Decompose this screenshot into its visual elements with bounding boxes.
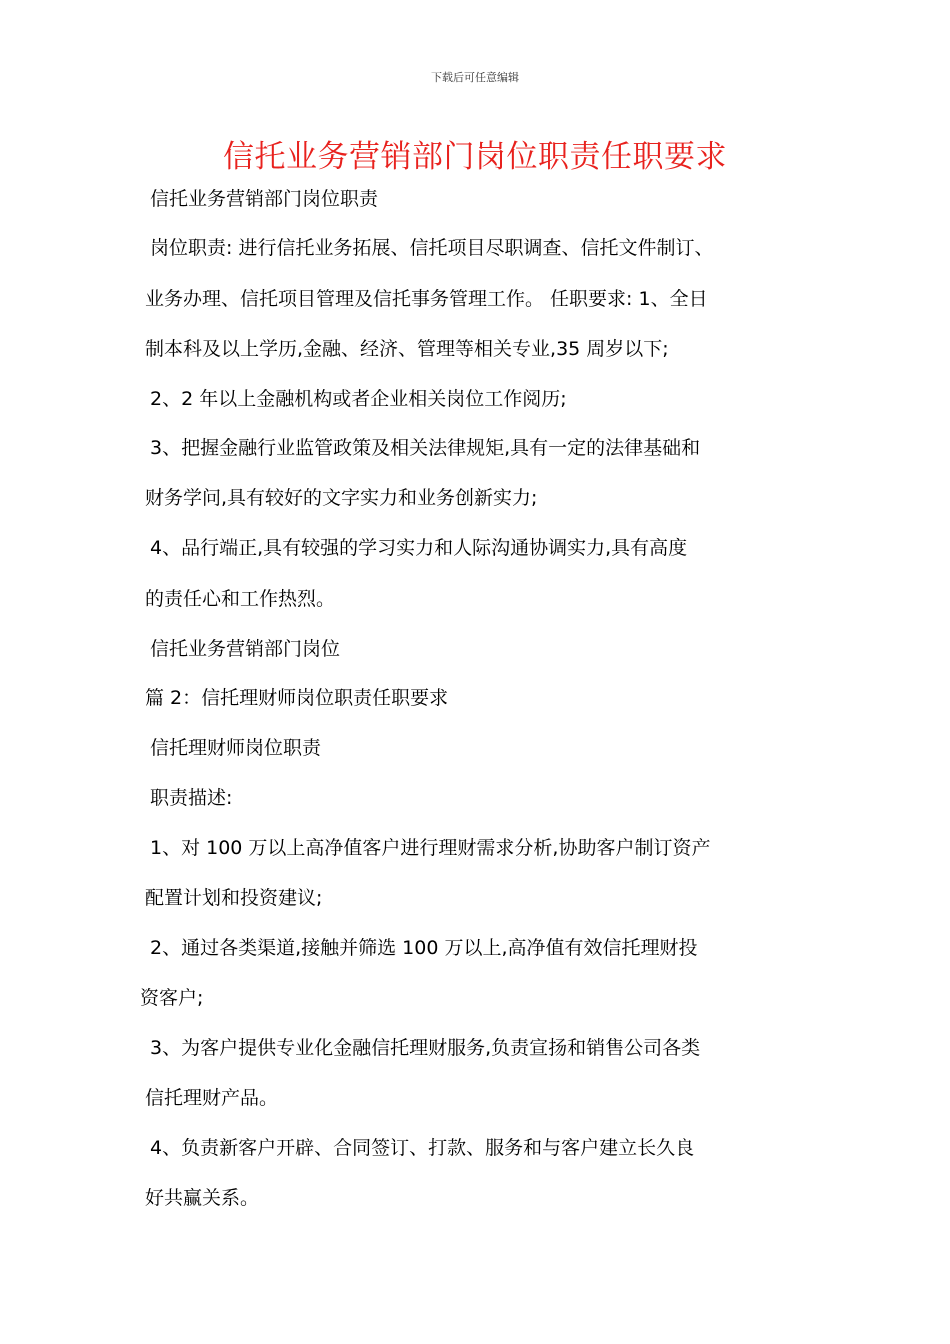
paragraph-line: 资客户;	[140, 987, 204, 1009]
paragraph-line: 2、2 年以上金融机构或者企业相关岗位工作阅历;	[150, 388, 567, 410]
paragraph-line: 信托理财产品。	[145, 1087, 279, 1109]
paragraph-line: 配置计划和投资建议;	[145, 887, 323, 909]
paragraph-line: 职责描述:	[150, 787, 233, 809]
paragraph-line: 财务学问,具有较好的文字实力和业务创新实力;	[145, 487, 538, 509]
section-heading: 信托理财师岗位职责	[150, 737, 322, 759]
paragraph-line: 岗位职责: 进行信托业务拓展、信托项目尽职调查、信托文件制订、	[150, 237, 714, 259]
paragraph-line: 1、对 100 万以上高净值客户进行理财需求分析,协助客户制订资产	[150, 837, 711, 859]
paragraph-line: 3、为客户提供专业化金融信托理财服务,负责宣扬和销售公司各类	[150, 1037, 701, 1059]
paragraph-line: 3、把握金融行业监管政策及相关法律规矩,具有一定的法律基础和	[150, 437, 701, 459]
chapter-heading: 篇 2：信托理财师岗位职责任职要求	[145, 687, 449, 709]
section-heading: 信托业务营销部门岗位	[150, 638, 341, 660]
paragraph-line: 2、通过各类渠道,接触并筛选 100 万以上,高净值有效信托理财投	[150, 937, 698, 959]
paragraph-line: 4、品行端正,具有较强的学习实力和人际沟通协调实力,具有高度	[150, 537, 688, 559]
header-note: 下载后可任意编辑	[431, 71, 519, 84]
document-title: 信托业务营销部门岗位职责任职要求	[223, 139, 727, 175]
paragraph-line: 好共赢关系。	[145, 1187, 260, 1209]
paragraph-line: 业务办理、信托项目管理及信托事务管理工作。 任职要求: 1、全日	[145, 288, 708, 310]
paragraph-line: 制本科及以上学历,金融、经济、管理等相关专业,35 周岁以下;	[145, 338, 669, 360]
paragraph-line: 的责任心和工作热烈。	[145, 588, 336, 610]
paragraph-line: 4、负责新客户开辟、合同签订、打款、服务和与客户建立长久良	[150, 1137, 695, 1159]
section-heading: 信托业务营销部门岗位职责	[150, 188, 379, 210]
